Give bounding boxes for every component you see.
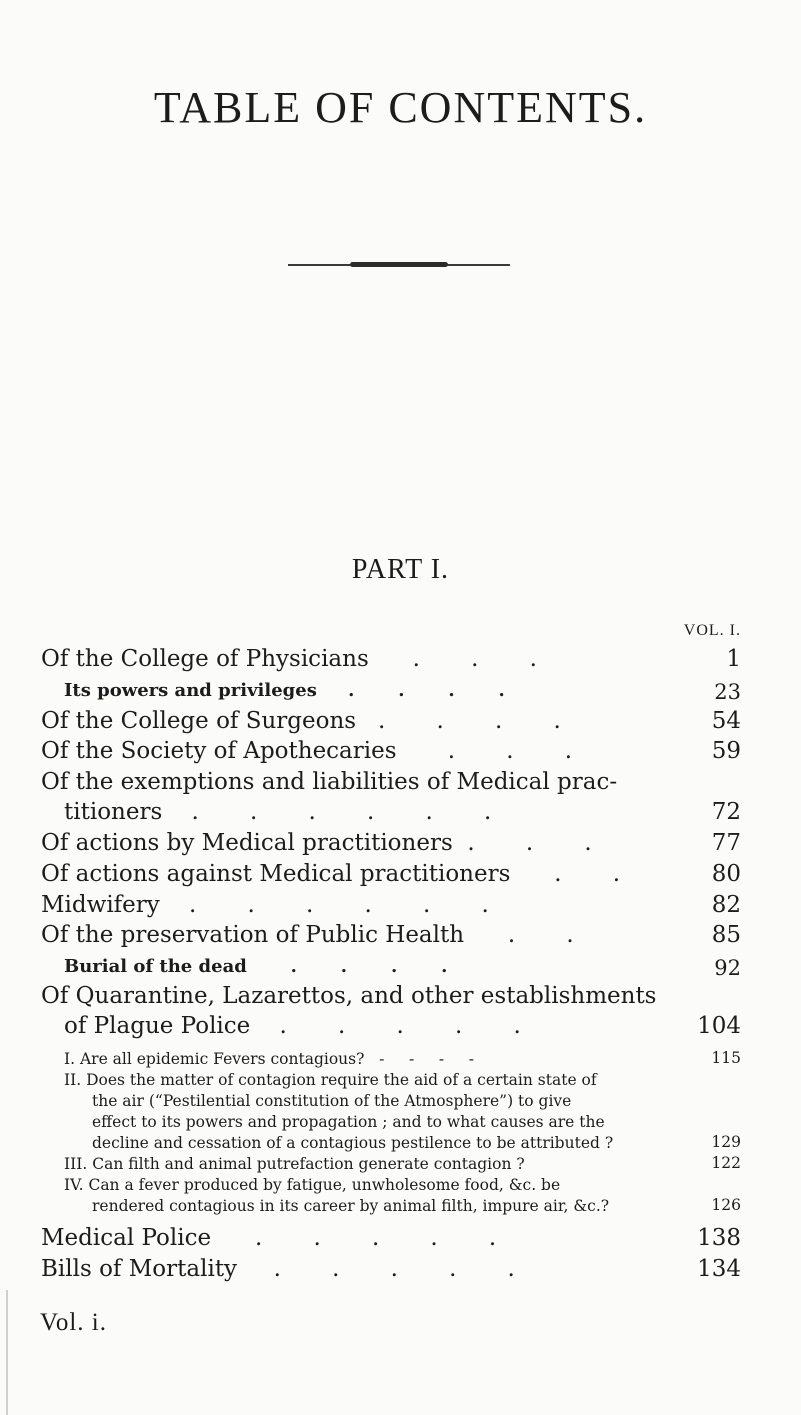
page-title: TABLE OF CONTENTS. xyxy=(153,83,648,132)
toc-entry-title: Midwifery . . . . . . xyxy=(41,892,489,918)
toc-entry-page: 72 xyxy=(711,799,741,825)
toc-entry-title: Burial of the dead . . . . xyxy=(64,956,448,977)
toc-subentry-text: the air (“Pestilential constitution of the Atmosphere”) to give xyxy=(92,1092,572,1110)
toc-subentry-text: III. Can filth and animal putrefaction generate contagion ? xyxy=(64,1155,525,1173)
toc-entry-title: Of the Society of Apothecaries . . . xyxy=(41,738,572,764)
toc-entry-page: 138 xyxy=(697,1225,741,1251)
toc-entry-title: Of the preservation of Public Health . . xyxy=(41,922,574,948)
toc-entry-title: Medical Police . . . . . xyxy=(41,1225,497,1251)
toc-entry-title: Of actions by Medical practitioners . . . xyxy=(41,830,592,856)
toc-subentry-text: II. Does the matter of contagion require the aid of a certain state of xyxy=(64,1071,597,1089)
volume-footer: Vol. i. xyxy=(40,1309,107,1336)
toc-entry-title: Of Quarantine, Lazarettos, and other establishments xyxy=(41,983,657,1009)
toc-subentry-text: rendered contagious in its career by animal filth, impure air, &c.? xyxy=(92,1197,610,1215)
margin-line xyxy=(6,1290,8,1415)
toc-subentry-text: IV. Can a fever produced by fatigue, unwholesome food, &c. be xyxy=(64,1176,561,1194)
volume-column-header: VOL. I. xyxy=(683,622,741,639)
toc-entry-title: Of the College of Surgeons . . . . xyxy=(41,708,561,734)
toc-entry-page: 23 xyxy=(714,680,741,704)
toc-entry-page: 59 xyxy=(711,738,741,764)
toc-entry-title: Of the College of Physicians . . . xyxy=(41,646,537,672)
toc-subentry-text: effect to its powers and propagation ; and to what causes are the xyxy=(92,1113,605,1131)
toc-entry-page: 104 xyxy=(697,1013,741,1039)
toc-entry-page: 82 xyxy=(711,892,741,918)
toc-entry-title: of Plague Police . . . . . xyxy=(64,1013,521,1039)
toc-subentry-text: decline and cessation of a contagious pestilence to be attributed ? xyxy=(92,1134,614,1152)
toc-entry-page: 134 xyxy=(697,1256,741,1282)
toc-entry-page: 77 xyxy=(711,830,741,856)
toc-subentry-page: 126 xyxy=(711,1196,741,1214)
toc-entry-page: 80 xyxy=(711,861,741,887)
toc-entry-title: Its powers and privileges . . . . xyxy=(64,680,505,701)
toc-subentry-page: 115 xyxy=(711,1049,741,1067)
toc-subentry-page: 129 xyxy=(711,1133,741,1151)
ornamental-rule-center xyxy=(350,262,448,267)
toc-entry-title: Of the exemptions and liabilities of Medical prac- xyxy=(41,769,618,795)
toc-entry-title: titioners . . . . . . xyxy=(64,799,492,825)
toc-entry-page: 54 xyxy=(711,708,741,734)
toc-entry-title: Of actions against Medical practitioners . . xyxy=(41,861,621,887)
toc-entry-page: 92 xyxy=(714,956,741,980)
toc-subentry-page: 122 xyxy=(711,1154,741,1172)
toc-entry-title: Bills of Mortality . . . . . xyxy=(41,1256,515,1282)
toc-entry-page: 1 xyxy=(726,646,741,672)
part-heading: PART I. xyxy=(351,554,450,585)
toc-entry-page: 85 xyxy=(711,922,741,948)
toc-subentry-text: I. Are all epidemic Fevers contagious? - - - - xyxy=(64,1050,475,1068)
